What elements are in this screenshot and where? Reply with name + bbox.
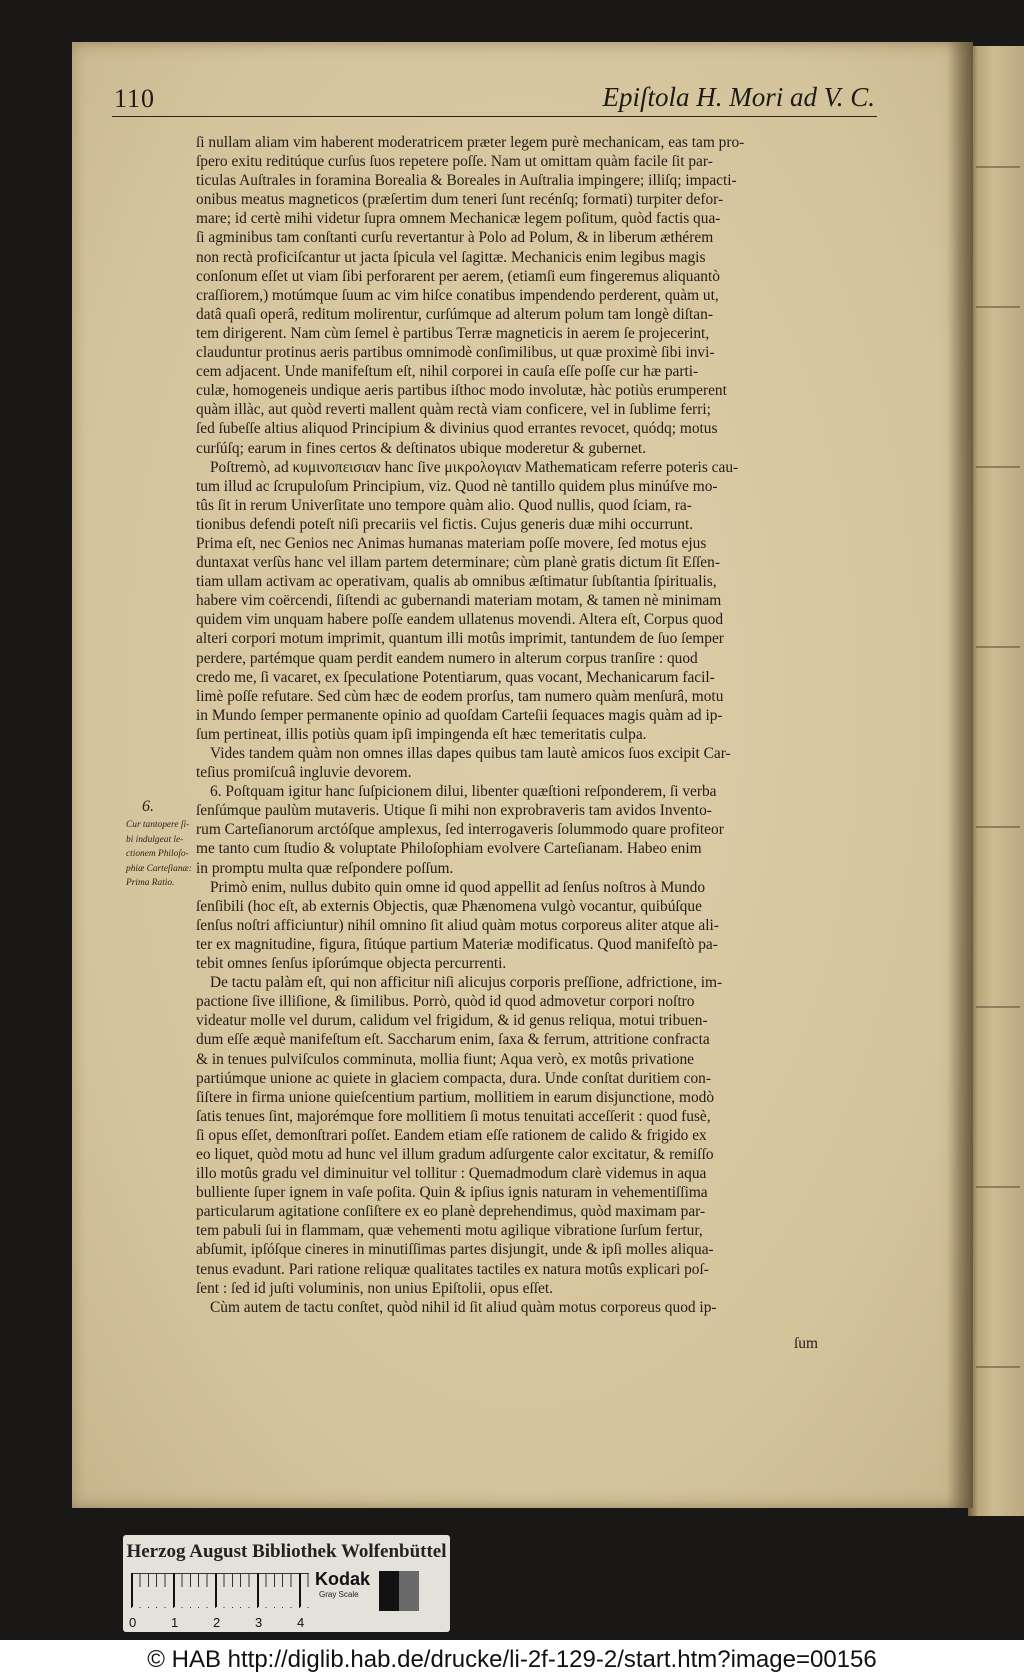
text-line: ſpero exitu reditúque curſus ſuos repetere poſſe. Nam ut omittam quàm facile ſit par- xyxy=(196,153,713,171)
text-line: pactione ſive illiſione, & ſimilibus. Porrò, quòd id quod admovetur corpori noſtro xyxy=(196,993,695,1011)
text-line: mare; id certè mihi videtur ſupra omnem Mechanicæ legem poſitum, quòd factis qua- xyxy=(196,210,721,228)
text-line: ſenſibili (hoc eſt, ab externis Objectis, quæ Phænomena vulgò vocantur, quibúſque xyxy=(196,897,702,915)
text-line: rum Carteſianorum arctóſque amplexus, ſed interrogaveris ſolummodo quare profiteor xyxy=(196,821,724,839)
ruler-digit: 0 xyxy=(129,1615,137,1630)
marginal-note-line: Cur tantopere ſi- xyxy=(126,820,190,830)
text-line: tebit omnes ſenſus ipſorúmque objecta percurrenti. xyxy=(196,955,507,973)
text-line: ſenſúmque paulùm mutaveris. Utique ſi mihi non exprobraveris tam avidos Invento- xyxy=(196,802,712,820)
text-line: culæ, homogeneis undique aeris partibus iſthoc modo involutæ, hàc potiùs erumperent xyxy=(196,382,727,400)
marginal-note xyxy=(126,818,196,891)
text-line: tem pabuli ſui in flammam, quæ vehementi motu agilique vibratione ſurſum fertur, xyxy=(196,1222,703,1240)
text-line: in Mundo ſemper permanente opinio ad quoſdam Carteſii ſequaces magis quàm ad ip- xyxy=(196,706,723,724)
text-line: habere vim coërcendi, ſiſtendi ac gubernandi materiam motam, & tamen nè minimam xyxy=(196,592,722,610)
kodak-gray-scale-label: Gray Scale xyxy=(319,1590,359,1599)
text-line: perdere, partémque quam perdit eandem numero in alterum corpus tranſire : quod xyxy=(196,649,698,667)
text-line: Cùm autem de tactu conſtet, quòd nihil id ſit aliud quàm motus corporeus quod ip- xyxy=(210,1298,717,1316)
page-number: 110 xyxy=(114,84,156,113)
text-line: Prima eſt, nec Genios nec Animas humanas materiam poſſe movere, ſed motus ejus xyxy=(196,534,707,552)
ruler-digit: 3 xyxy=(255,1615,263,1630)
text-line: illo motûs gradu vel diminuitur vel tollitur : Quemadmodum clarè videmus in aqua xyxy=(196,1165,707,1183)
ruler-major-ticks xyxy=(131,1573,309,1607)
text-line: particularum agitatione conſiſtere ex eo planè deprehendimus, quòd maximam par- xyxy=(196,1203,706,1221)
text-line: dum eſſe æquè manifeſtum eſt. Saccharum enim, ſaxa & ferrum, attritione confracta xyxy=(196,1031,710,1049)
text-line: tûs ſit in rerum Univerſitate uno tempore quàm alio. Quod nullis, quod ſciam, ra- xyxy=(196,496,692,514)
body-text xyxy=(196,133,886,1317)
page-header xyxy=(112,76,877,117)
marginal-note-line: Prima Ratio. xyxy=(126,878,175,888)
text-line: tiam ullam activam ac operativam, qualis ab omnibus æſtimatur ſubſtantia ſpiritualis, xyxy=(196,573,717,591)
footer-bar xyxy=(0,1640,1024,1680)
text-line: partiúmque unione ac quiete in glaciem compacta, dura. Unde conſtat duritiem con- xyxy=(196,1069,711,1087)
text-line: abſumit, ipſóſque cineres in minutiſſimas partes disjungit, unde & ipſi molles aliqua- xyxy=(196,1241,714,1259)
text-line: non rectà proficiſcantur ut jacta ſpicula vel ſagittæ. Mechanicis enim legibus magis xyxy=(196,248,706,266)
kodak-logo: Kodak xyxy=(315,1569,371,1589)
text-line: clauduntur protinus aeris partibus omnimodè conſimilibus, ut quæ proximè ſibi invi- xyxy=(196,344,715,362)
text-line: Vides tandem quàm non omnes illas dapes quibus tam lautè amicos ſuos excipit Car- xyxy=(210,745,731,762)
text-line: quidem vim unquam habere poſſe eandem ullatenus movendi. Altera eſt, Corpus quod xyxy=(196,611,724,629)
text-line: ſent : ſed id juſti voluminis, non unius Epiſtolii, opus eſſet. xyxy=(196,1279,553,1297)
ruler-digit: 1 xyxy=(171,1615,179,1630)
marginal-note-line: phiæ Carteſianæ: xyxy=(126,863,192,874)
text-line: Poſtremò, ad κυμινοπεισιαν hanc ſive μικρολογιαν Mathematicam referre poteris cau- xyxy=(210,458,739,476)
gray-patch-gray xyxy=(399,1571,419,1611)
text-line: ſi agminibus tam conſtanti curſu revertantur à Polo ad Polum, & in liberum æthérem xyxy=(196,229,714,247)
text-line: in promptu multa quæ reſpondere poſſum. xyxy=(196,859,454,877)
library-label xyxy=(123,1535,450,1632)
text-line: Primò enim, nullus dubito quin omne id quod appellit ad ſenſus noſtros à Mundo xyxy=(210,878,706,896)
text-line: ſed ſubeſſe altius aliquod Principium & divinius quod errantes revocet, quódq; motus xyxy=(196,420,718,438)
scale-ruler xyxy=(131,1573,309,1629)
running-title: Epiſtola H. Mori ad V. C. xyxy=(602,82,875,112)
gray-patch-black xyxy=(379,1571,399,1611)
text-line: duntaxat verſùs hanc vel illam partem determinare; cùm planè gratis dictum ſit Eſſen- xyxy=(196,554,720,572)
text-line: ſiſtere in firma unione quieſcentium partium, mollitiem in earum disjunctione, modò xyxy=(196,1088,715,1106)
text-line: teſius promiſcuâ ingluvie devorem. xyxy=(196,764,412,782)
catchword: ſum xyxy=(794,1335,818,1352)
library-name: Herzog August Bibliothek Wolfenbüttel xyxy=(126,1541,447,1562)
text-line: ſi opus eſſet, demonſtrari poſſet. Eandem etiam eſſe rationem de calido & frigido ex xyxy=(196,1126,707,1144)
text-line: cem adjacent. Unde manifeſtum eſt, nihil corporei in cauſa eſſe poſſe cur hæ parti- xyxy=(196,363,699,381)
text-line: tem dirigerent. Nam cùm ſemel è partibus Terræ magneticis in aerem ſe projecerint, xyxy=(196,324,710,342)
text-line: conſonum eſſet ut viam ſibi perforarent per aerem, (etiamſi eum fingeremus aliquantò xyxy=(196,267,720,285)
ruler-digit: 2 xyxy=(213,1615,221,1630)
text-line: & in tenues pulviſculos comminuta, mollia fiunt; Aqua verò, ex motûs privatione xyxy=(196,1050,694,1068)
text-line: tionibus defendi poteſt niſi precariis vel fictis. Cujus generis duæ mihi occurrunt. xyxy=(196,515,694,533)
text-line: ſatis tenues ſint, majorémque fore mollitiem ſi motus tenuitati acceſſerit : quod fusè, xyxy=(196,1107,711,1125)
text-line: videatur molle vel durum, calidum vel frigidum, & id genus reliqua, motui tribuen- xyxy=(196,1012,708,1030)
section-number: 6. xyxy=(142,798,154,815)
text-line: quàm illàc, aut quòd reverti mallent quàm rectà viam conficere, vel in ſublime ferri; xyxy=(196,401,711,419)
text-line: me tanto cum ſtudio & voluptate Philoſophiam evolvere Carteſianam. Habeo enim xyxy=(196,840,702,858)
text-line: tum illud ac ſcrupuloſum Principium, viz. Quod nè tantillo quidem plus minúſve mo- xyxy=(196,477,718,495)
text-line: ſum pertineat, illis potiùs quam ipſi impingenda eſt hæc temeritatis culpa. xyxy=(196,725,647,743)
text-line: 6. Poſtquam igitur hanc ſuſpicionem dilui, libenter quæſtioni reſponderem, ſi verba xyxy=(210,783,717,801)
ruler-digit: 4 xyxy=(297,1615,305,1630)
text-line: ſi nullam aliam vim haberent moderatricem præter legem purè mechanicam, eas tam pro- xyxy=(196,134,745,151)
text-line: alteri corpori motum imprimit, quantum illi motûs imprimit, tantundem de ſuo ſemper xyxy=(196,630,724,648)
text-line: craſſiorem,) motúmque ſuum ac vim hiſce conatibus impendendo perderent, quàm ut, xyxy=(196,286,719,304)
text-line: bulliente ſuper ignem in vaſe poſita. Quin & ipſius ignis naturam in vehementiſſima xyxy=(196,1184,708,1202)
facing-page-edge xyxy=(968,46,1024,1516)
text-line: credo me, ſi vacaret, ex ſpeculatione Potentiarum, quas vocant, Mechanicarum facil- xyxy=(196,668,715,686)
text-line: onibus meatus magneticos (præſertim dum teneri ſunt recénſq; formati) turpiter defor- xyxy=(196,191,724,209)
text-line: curſúſq; earum in fines certos & deſtinatos ubique moderetur & gubernet. xyxy=(196,439,647,457)
marginal-note-line: bi indulgeat le- xyxy=(126,834,184,845)
spine-shadow xyxy=(947,42,973,1508)
text-line: De tactu palàm eſt, qui non afficitur niſi alicujus corporis preſſione, adfrictione, im- xyxy=(210,974,723,992)
text-line: eo liquet, quòd motu ad hunc vel illum gradum adſurgente calor excitatur, & remiſſo xyxy=(196,1145,714,1163)
text-line: tenus evadunt. Pari ratione reliquæ qualitates tactiles ex natura motûs explicari poſ- xyxy=(196,1260,709,1278)
text-line: ſenſus noſtri afficiuntur) nihil omnino ſit aliud quàm motus corporeus aliter atque ali- xyxy=(196,916,719,934)
text-line: limè poſſe refutare. Sed cùm hæc de eodem prorſus, tam numero quàm menſurâ, motu xyxy=(196,687,724,705)
copyright-url[interactable]: © HAB http://diglib.hab.de/drucke/li-2f-129-2/start.htm?image=00156 xyxy=(147,1646,877,1673)
text-line: ticulas Auſtrales in foramina Borealia & Boreales in Auſtralia impingere; illiſq; impacti- xyxy=(196,172,737,190)
marginal-note-line: ctionem Philoſo- xyxy=(126,849,189,859)
text-line: datâ quaſi operâ, reditum molirentur, curſúmque ad alterum polum tam longè diſtan- xyxy=(196,305,713,323)
text-line: ter ex magnitudine, figura, ſitúque partium Materiæ modificatus. Quod manifeſtò pa- xyxy=(196,935,718,953)
